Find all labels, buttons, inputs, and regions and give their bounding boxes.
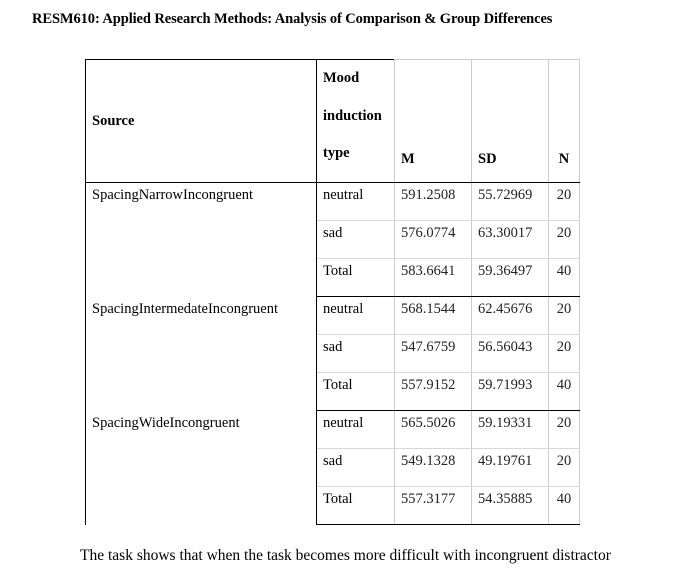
sd-cell: 62.45676 [472,297,549,335]
n-cell: 40 [549,373,580,411]
mood-type-cell: sad [317,221,395,259]
mean-cell: 568.1544 [395,297,472,335]
document-header: RESM610: Applied Research Methods: Analysis of Comparison & Group Differences [32,11,553,27]
mood-type-cell: sad [317,449,395,487]
mean-cell: 565.5026 [395,411,472,449]
sd-cell: 55.72969 [472,183,549,221]
group-spacing-wide [86,411,580,525]
sd-cell: 59.36497 [472,259,549,297]
mood-type-cell: Total [317,259,395,297]
header-mood-induction-type [317,60,395,183]
source-cell: SpacingIntermedateIncongruent [86,297,317,411]
header-sd: SD [472,60,549,183]
header-mood-line3: type [323,145,350,161]
mean-cell: 576.0774 [395,221,472,259]
sd-cell: 59.19331 [472,411,549,449]
mean-cell: 557.3177 [395,487,472,525]
mean-cell: 549.1328 [395,449,472,487]
mean-cell: 591.2508 [395,183,472,221]
mean-cell: 557.9152 [395,373,472,411]
n-cell: 20 [549,221,580,259]
header-n: N [549,60,580,183]
table-row [86,183,580,221]
source-cell: SpacingWideIncongruent [86,411,317,525]
n-cell: 40 [549,487,580,525]
n-cell: 20 [549,449,580,487]
mood-type-cell: neutral [317,411,395,449]
n-cell: 20 [549,297,580,335]
header-mood-line2: induction [323,107,382,124]
header-source: Source [86,60,317,183]
n-cell: 20 [549,183,580,221]
sd-cell: 59.71993 [472,373,549,411]
mood-type-cell: Total [317,487,395,525]
mood-type-cell: Total [317,373,395,411]
group-spacing-intermediate [86,297,580,411]
mood-type-cell: sad [317,335,395,373]
header-mood-line1: Mood [323,70,360,86]
body-paragraph: The task shows that when the task becomes more difficult with incongruent distractor [80,547,611,564]
sd-cell: 54.35885 [472,487,549,525]
table-row [86,411,580,449]
mean-cell: 583.6641 [395,259,472,297]
n-cell: 20 [549,335,580,373]
group-spacing-narrow [86,183,580,297]
mood-type-cell: neutral [317,183,395,221]
sd-cell: 49.19761 [472,449,549,487]
table-row [86,297,580,335]
sd-cell: 63.30017 [472,221,549,259]
mood-type-cell: neutral [317,297,395,335]
n-cell: 40 [549,259,580,297]
sd-cell: 56.56043 [472,335,549,373]
table-header-row [86,60,580,183]
source-cell: SpacingNarrowIncongruent [86,183,317,297]
mean-cell: 547.6759 [395,335,472,373]
n-cell: 20 [549,411,580,449]
header-m: M [395,60,472,183]
descriptive-statistics-table [85,59,580,525]
